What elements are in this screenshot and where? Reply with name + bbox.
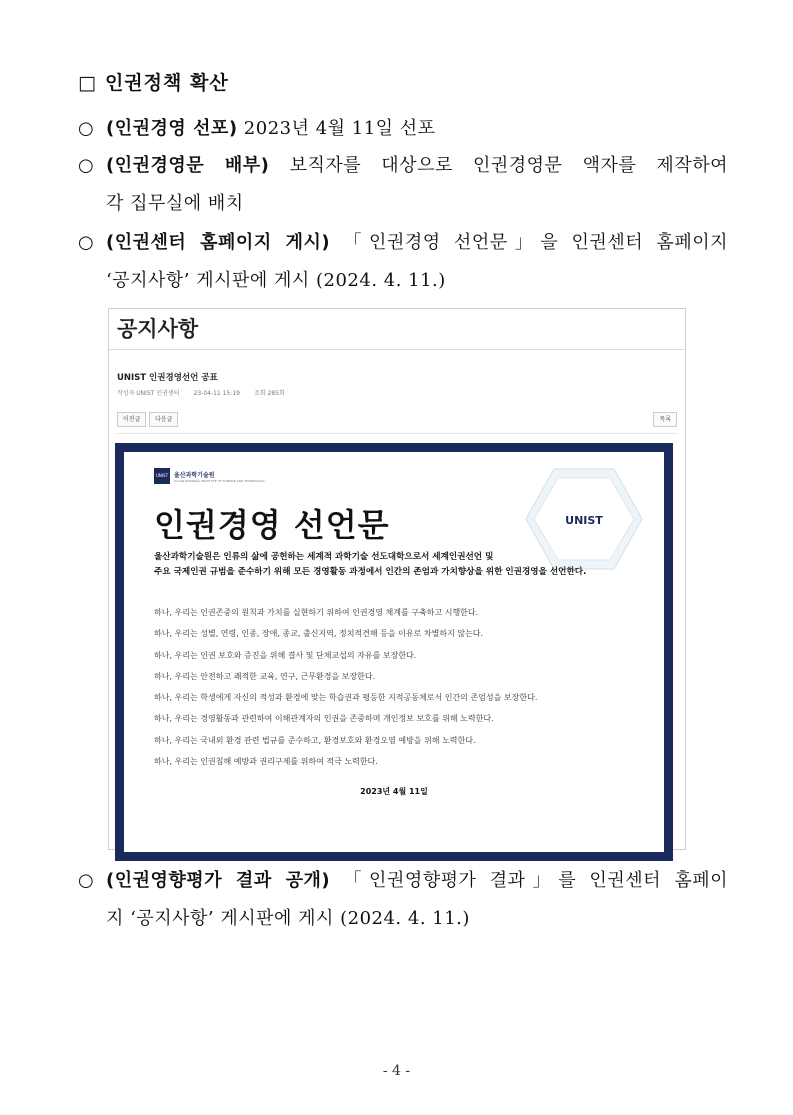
post-title: UNIST 인권경영선언 공표 xyxy=(117,373,218,383)
item-text: 「인권영향평가 결과」를 인권센터 홈페이 xyxy=(343,870,728,891)
prev-post-button[interactable]: 이전글 xyxy=(117,412,146,427)
pledge-item: 하나, 우리는 인권존중의 원칙과 가치를 실현하기 위하여 인권경영 체계를 구축하고 시행한다. xyxy=(154,608,479,617)
poster-title: 인권경영 선언문 xyxy=(154,506,390,544)
item-lead: (인권경영 선포) xyxy=(106,118,238,139)
pledge-list xyxy=(154,602,654,772)
pledge-item: 하나, 우리는 인권 보호와 증진을 위해 결사 및 단체교섭의 자유를 보장한다. xyxy=(154,650,417,660)
pledge-item: 하나, 우리는 안전하고 쾌적한 교육, 연구, 근무환경을 보장한다. xyxy=(154,671,376,681)
declaration-poster xyxy=(115,443,673,861)
bullet-item-homepage xyxy=(78,224,728,300)
divider xyxy=(109,349,685,350)
item-lead: (인권경영문 배부) xyxy=(106,155,270,176)
pledge-item: 하나, 우리는 인권침해 예방과 권리구제를 위하여 적극 노력한다. xyxy=(154,757,378,767)
bullet-item-impact-assessment xyxy=(78,862,728,938)
bullet-item-distribution xyxy=(78,147,728,223)
page-number: - 4 - xyxy=(382,1063,411,1079)
bullet-item-declaration xyxy=(78,110,728,148)
item-text-continued: ‘공지사항’ 게시판에 게시 (2024. 4. 11.) xyxy=(106,270,446,291)
pledge-item: 하나, 우리는 경영활동과 관련하여 이해관계자의 인권을 존중하며 개인정보 보호를 위해 노력한다. xyxy=(154,714,494,724)
homepage-screenshot xyxy=(108,308,686,850)
post-author: 작성자 UNIST 인권센터 xyxy=(117,390,180,397)
poster-intro xyxy=(154,550,654,580)
section-title: 인권정책 확산 xyxy=(104,72,229,94)
divider xyxy=(117,433,677,434)
circle-bullet-icon: ○ xyxy=(78,870,95,891)
intro-line: 주요 국제인권 규범을 준수하기 위해 모든 경영활동 과정에서 인간의 존엄과 가치향상을 위한 인권경영을 선언한다. xyxy=(154,567,587,577)
org-logo xyxy=(154,468,265,484)
item-text: 2023년 4월 11일 선포 xyxy=(243,118,436,139)
next-post-button[interactable]: 다음글 xyxy=(149,412,178,427)
item-text-continued: 지 ‘공지사항’ 게시판에 게시 (2024. 4. 11.) xyxy=(106,908,470,929)
poster-date: 2023년 4월 11일 xyxy=(360,787,428,796)
checkbox-icon: □ xyxy=(78,72,97,94)
org-name: 울산과학기술원 xyxy=(174,471,215,479)
pledge-item: 하나, 우리는 성별, 연령, 인종, 장애, 종교, 출신지역, 정치적견해 등을 이유로 차별하지 않는다. xyxy=(154,629,484,639)
hex-logo-text: UNIST xyxy=(565,514,603,527)
unist-logo-icon: UNIST xyxy=(154,468,170,484)
pledge-item: 하나, 우리는 국내외 환경 관련 법규를 준수하고, 환경보호와 환경오염 예방을 위해 노력한다. xyxy=(154,735,476,745)
list-button[interactable]: 목록 xyxy=(653,412,677,427)
item-text: 보직자를 대상으로 인권경영문 액자를 제작하여 xyxy=(289,155,728,176)
post-meta xyxy=(117,388,299,397)
item-text-continued: 각 집무실에 배치 xyxy=(106,193,244,214)
post-date: 23-04-11 15:19 xyxy=(193,390,240,397)
item-lead: (인권영향평가 결과 공개) xyxy=(106,870,331,891)
intro-line: 울산과학기술원은 인류의 삶에 공헌하는 세계적 과학기술 선도대학으로서 세계인권선언 및 xyxy=(154,552,494,562)
post-views: 조회 285회 xyxy=(253,390,285,397)
circle-bullet-icon: ○ xyxy=(78,155,95,176)
board-title: 공지사항 xyxy=(117,317,199,341)
item-lead: (인권센터 홈페이지 게시) xyxy=(106,232,331,253)
section-heading xyxy=(78,68,229,95)
circle-bullet-icon: ○ xyxy=(78,232,95,253)
pledge-item: 하나, 우리는 학생에게 자신의 적성과 환경에 맞는 학습권과 평등한 지적공동체로서 인간의 존엄성을 보장한다. xyxy=(154,693,538,703)
item-text: 「인권경영 선언문」을 인권센터 홈페이지 xyxy=(343,232,728,253)
circle-bullet-icon: ○ xyxy=(78,118,95,139)
org-name-en: ULSAN NATIONAL INSTITUTE OF SCIENCE AND TECHNOLOGY xyxy=(174,478,265,483)
